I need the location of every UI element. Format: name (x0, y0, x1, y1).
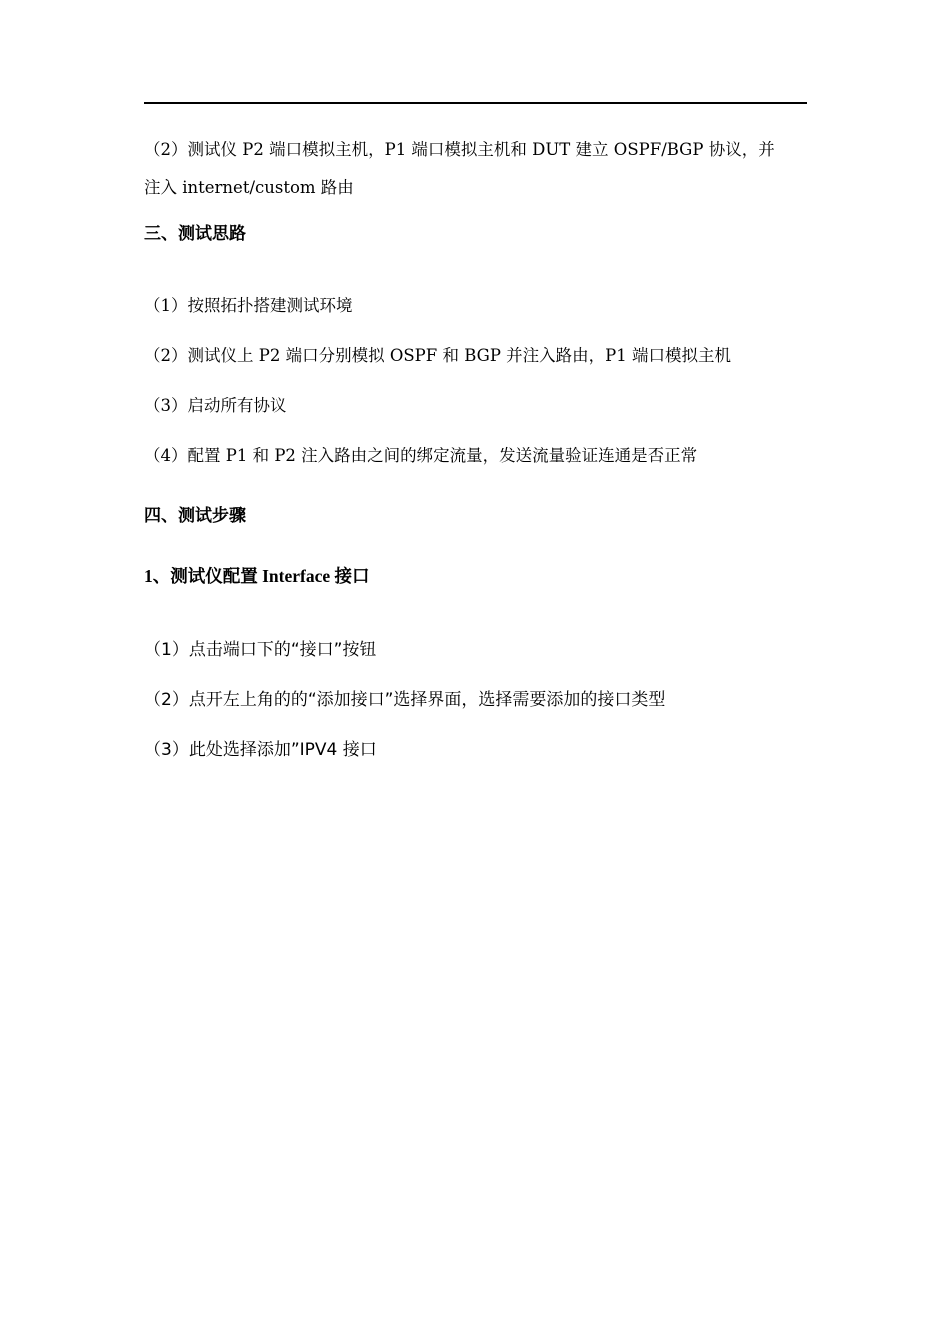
intro-item-2-line-2: 注入 internet/custom 路由 (144, 178, 354, 197)
subsection-1-item-1: （1）点击端口下的“接口”按钮 (144, 640, 377, 660)
header-rule (144, 102, 807, 104)
section-4-heading: 四、测试步骤 (144, 506, 246, 526)
subsection-1-item-2: （2）点开左上角的的“添加接口”选择界面，选择需要添加的接口类型 (144, 690, 666, 710)
section-3-item-2: （2）测试仪上 P2 端口分别模拟 OSPF 和 BGP 并注入路由，P1 端口模拟主机 (144, 346, 732, 365)
section-3-item-1: （1）按照拓扑搭建测试环境 (144, 296, 353, 315)
section-3-item-4: （4）配置 P1 和 P2 注入路由之间的绑定流量，发送流量验证连通是否正常 (144, 446, 698, 465)
section-3-item-3: （3）启动所有协议 (144, 396, 287, 415)
section-3-heading: 三、测试思路 (144, 224, 246, 244)
subsection-1-heading: 1、测试仪配置 Interface 接口 (144, 566, 370, 586)
subsection-1-item-3: （3）此处选择添加”IPV4 接口 (144, 740, 377, 760)
intro-item-2-line-1: （2）测试仪 P2 端口模拟主机，P1 端口模拟主机和 DUT 建立 OSPF/BGP 协议，并 (144, 140, 775, 159)
